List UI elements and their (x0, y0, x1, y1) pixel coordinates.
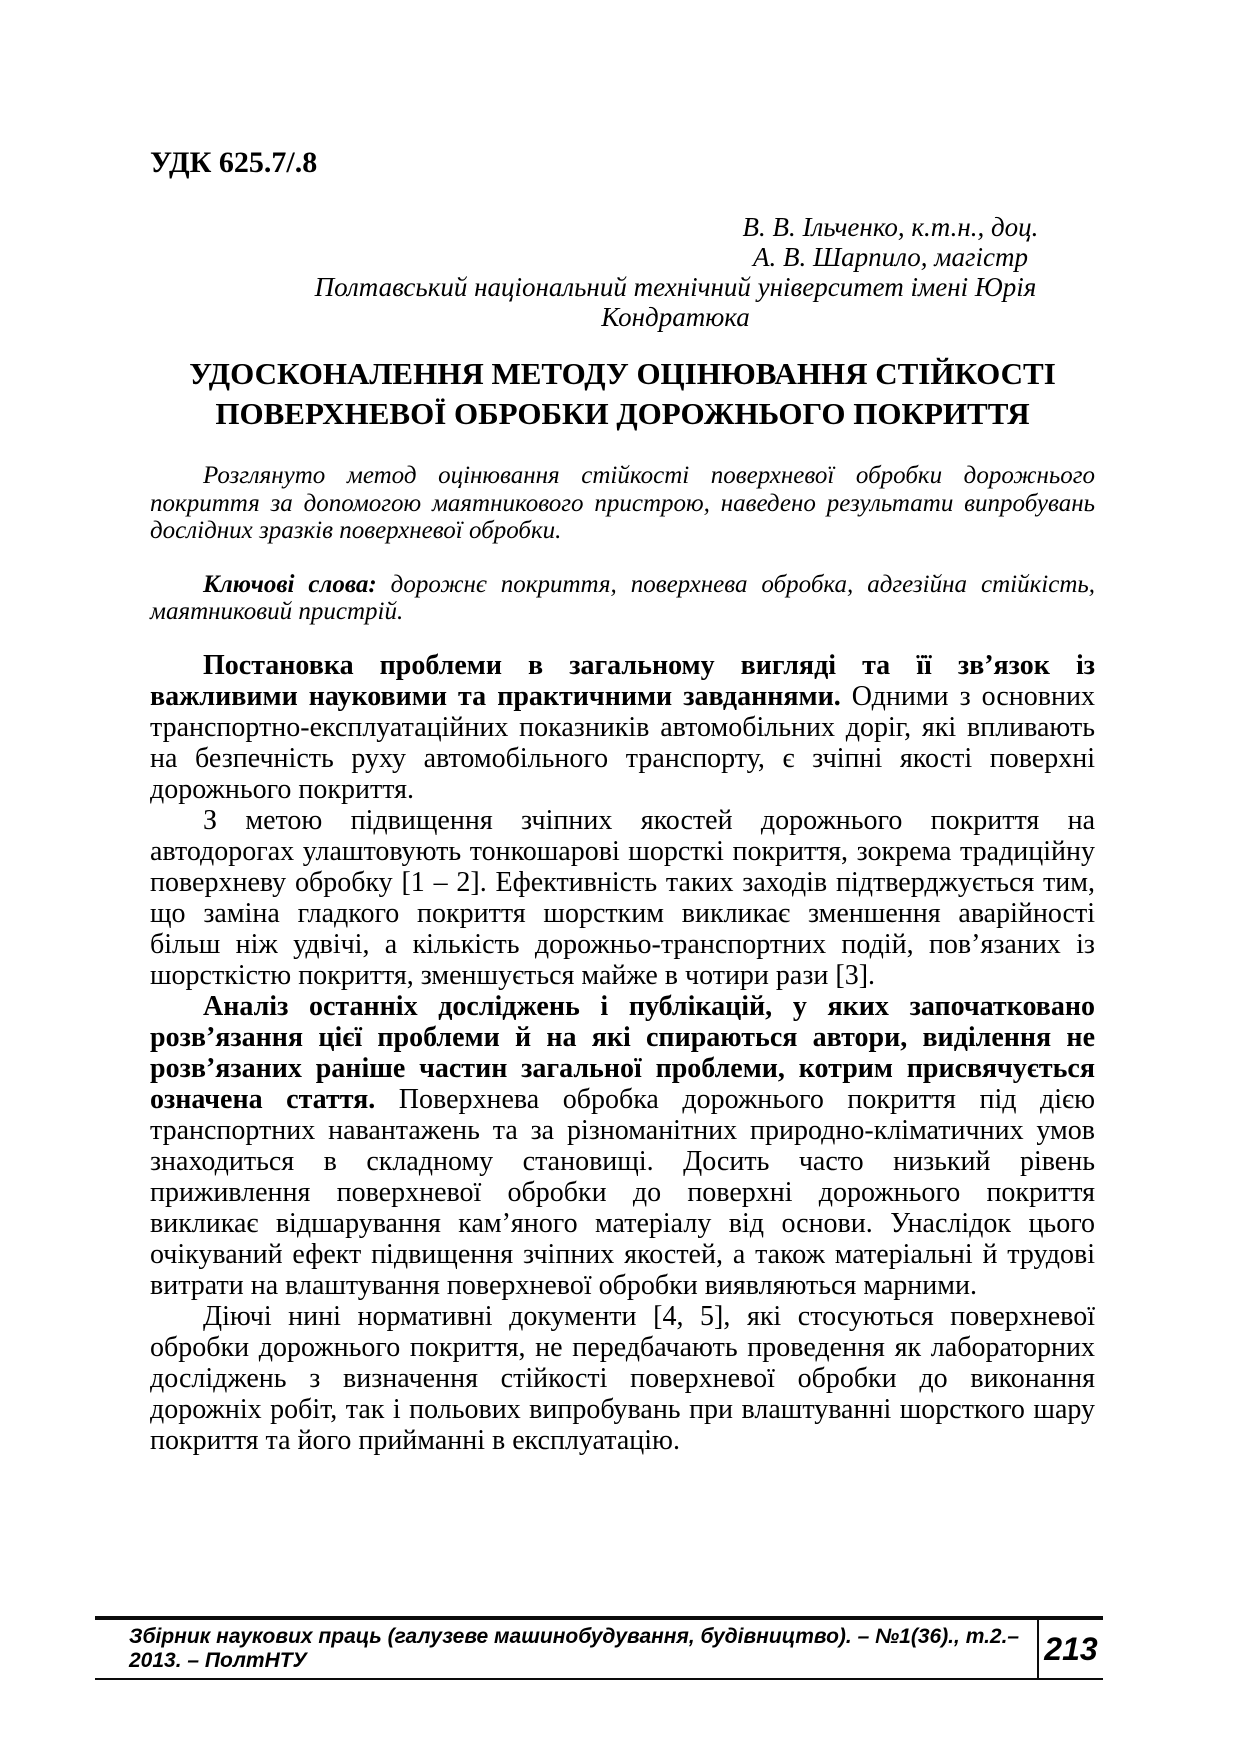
paragraph-2-text: З метою підвищення зчіпних якостей дорожнього покриття на автодорогах улаштовують тонкошарові шорсткі покриття, зокрема традиційну поверхневу обробку [1 – 2]. Ефективність таких заходів підтверджується тим, що заміна гладкого покриття шорстким викликає зменшення аварійності більш ніж удвічі, а кількість дорожньо-транспортних подій, пов’язаних із шорсткістю покриття, зменшується майже в чотири рази [3]. (150, 804, 1095, 991)
udc-code: УДК 625.7/.8 (150, 146, 318, 179)
title-line-1: УДОСКОНАЛЕННЯ МЕТОДУ ОЦІНЮВАННЯ СТІЙКОСТІ (189, 356, 1056, 391)
body-paragraph-2 (150, 805, 1095, 991)
title-line-2: ПОВЕРХНЕВОЇ ОБРОБКИ ДОРОЖНЬОГО ПОКРИТТЯ (215, 396, 1030, 431)
body-paragraph-3 (150, 991, 1095, 1301)
affiliation: Полтавський національний технічний університет імені Юрія Кондратюка (314, 272, 1037, 332)
author-2: А. В. Шарпило, магістр (753, 242, 1028, 272)
paragraph-4-text: Діючі нині нормативні документи [4, 5], які стосуються поверхневої обробки дорожнього покриття, не передбачають проведення як лабораторних досліджень з визначення стійкості поверхневої обробки до виконання дорожніх робіт, так і польових випробувань при влаштуванні шорсткого шару покриття та його прийманні в експлуатацію. (150, 1300, 1095, 1456)
keywords-label: Ключові слова: (203, 570, 377, 598)
paragraph-3-text: Поверхнева обробка дорожнього покриття під дією транспортних навантажень та за різноманітних природно-кліматичних умов знаходиться в складному становищі. Досить часто низький рівень приживлення поверхневої обробки до поверхні дорожнього покриття викликає відшарування кам’яного матеріалу від основи. Унаслідок цього очікуваний ефект підвищення зчіпних якостей, а також матеріальні й трудові витрати на влаштування поверхневої обробки виявляються марними. (150, 1083, 1095, 1301)
page-number: 213 (1037, 1620, 1103, 1678)
page-footer (95, 1616, 1103, 1680)
author-1: В. В. Ільченко, к.т.н., доц. (742, 212, 1039, 242)
keywords (150, 571, 1095, 626)
body-paragraph-4 (150, 1301, 1095, 1456)
author-block (150, 212, 1095, 272)
paragraph-1-text: Одними з основних транспортно-експлуатаційних показників автомобільних доріг, які впливають на безпечність руху автомобільного транспорту, є зчіпні якості поверхні дорожнього покриття. (150, 680, 1095, 805)
paragraph-3-lead: Аналіз останніх досліджень і публікацій, у яких започатковано розв’язання цієї проблеми й на які спираються автори, виділення не розв’язаних раніше частин загальної проблеми, котрим присвячується означена стаття. (150, 990, 1095, 1115)
journal-reference: Збірник наукових праць (галузеве машинобудування, будівництво). – №1(36)., т.2.– 2013. – ПолтНТУ (129, 1625, 1020, 1672)
keywords-text: дорожнє покриття, поверхнева обробка, адгезійна стійкість, маятниковий пристрій. (150, 570, 1095, 625)
body-paragraph-1 (150, 650, 1095, 805)
paragraph-1-lead: Постановка проблеми в загальному вигляді та її зв’язок із важливими науковими та практичними завданнями. (150, 649, 1095, 712)
article-title (150, 354, 1095, 434)
abstract: Розглянуто метод оцінювання стійкості поверхневої обробки дорожнього покриття за допомогою маятникового пристрою, наведено результати випробувань дослідних зразків поверхневої обробки. (150, 462, 1095, 544)
